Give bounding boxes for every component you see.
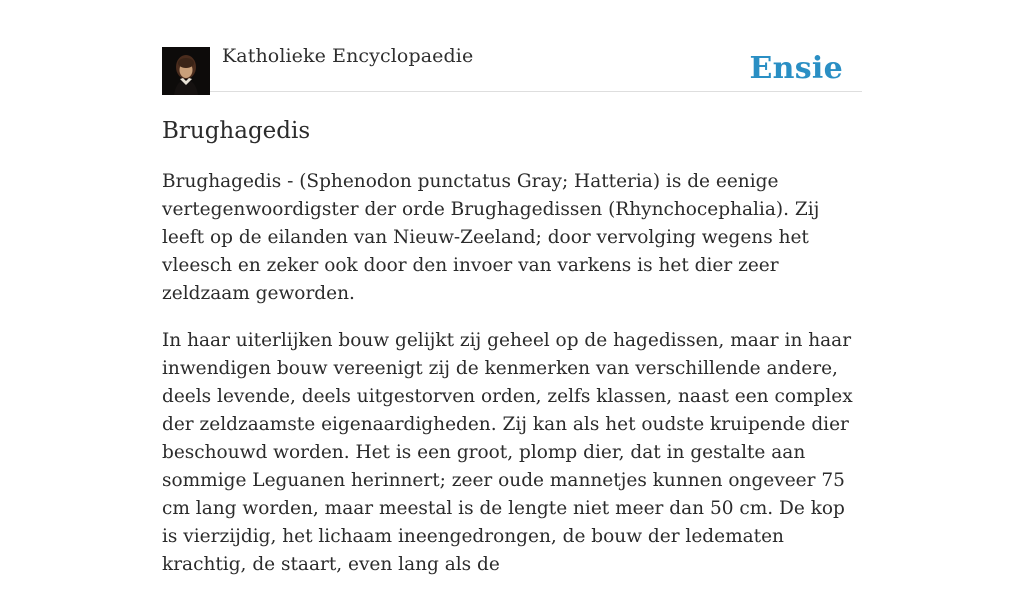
article-paragraph: Brughagedis - (Sphenodon punctatus Gray; Hatteria) is de eenige vertegenwoordigster der orde Brughagedissen (Rhynchocephalia). Zij leeft op de eilanden van Nieuw-Zeeland; door vervolging wegens het vleesch en zeker ook door den invoer van varkens is het dier zeer zeldzaam geworden. [162, 171, 820, 304]
portrait-icon [162, 47, 210, 95]
site-header [162, 0, 862, 92]
portrait-avatar[interactable] [162, 47, 210, 95]
page [162, 0, 862, 575]
brand-logo[interactable]: Ensie [749, 51, 843, 86]
article-body [162, 168, 862, 598]
article-paragraph: In haar uiterlijken bouw gelijkt zij geheel op de hagedissen, maar in haar inwendigen bouw vereenigt zij de kenmerken van verschillende andere, deels levende, deels uitgestorven orden, zelfs klassen, naast een complex der zeldzaamste eigenaardigheden. Zij kan als het oudste kruipende dier beschouwd worden. Het is een groot, plomp dier, dat in gestalte aan sommige Leguanen herinnert; zeer oude mannetjes kunnen ongeveer 75 cm lang worden, maar meestal is de lengte niet meer dan 50 cm. De kop is vierzijdig, het lichaam ineengedrongen, de bouw der ledematen krachtig, de staart, even lang als de [162, 330, 853, 575]
article-title: Brughagedis [162, 118, 311, 144]
source-title[interactable]: Katholieke Encyclopaedie [222, 45, 474, 67]
